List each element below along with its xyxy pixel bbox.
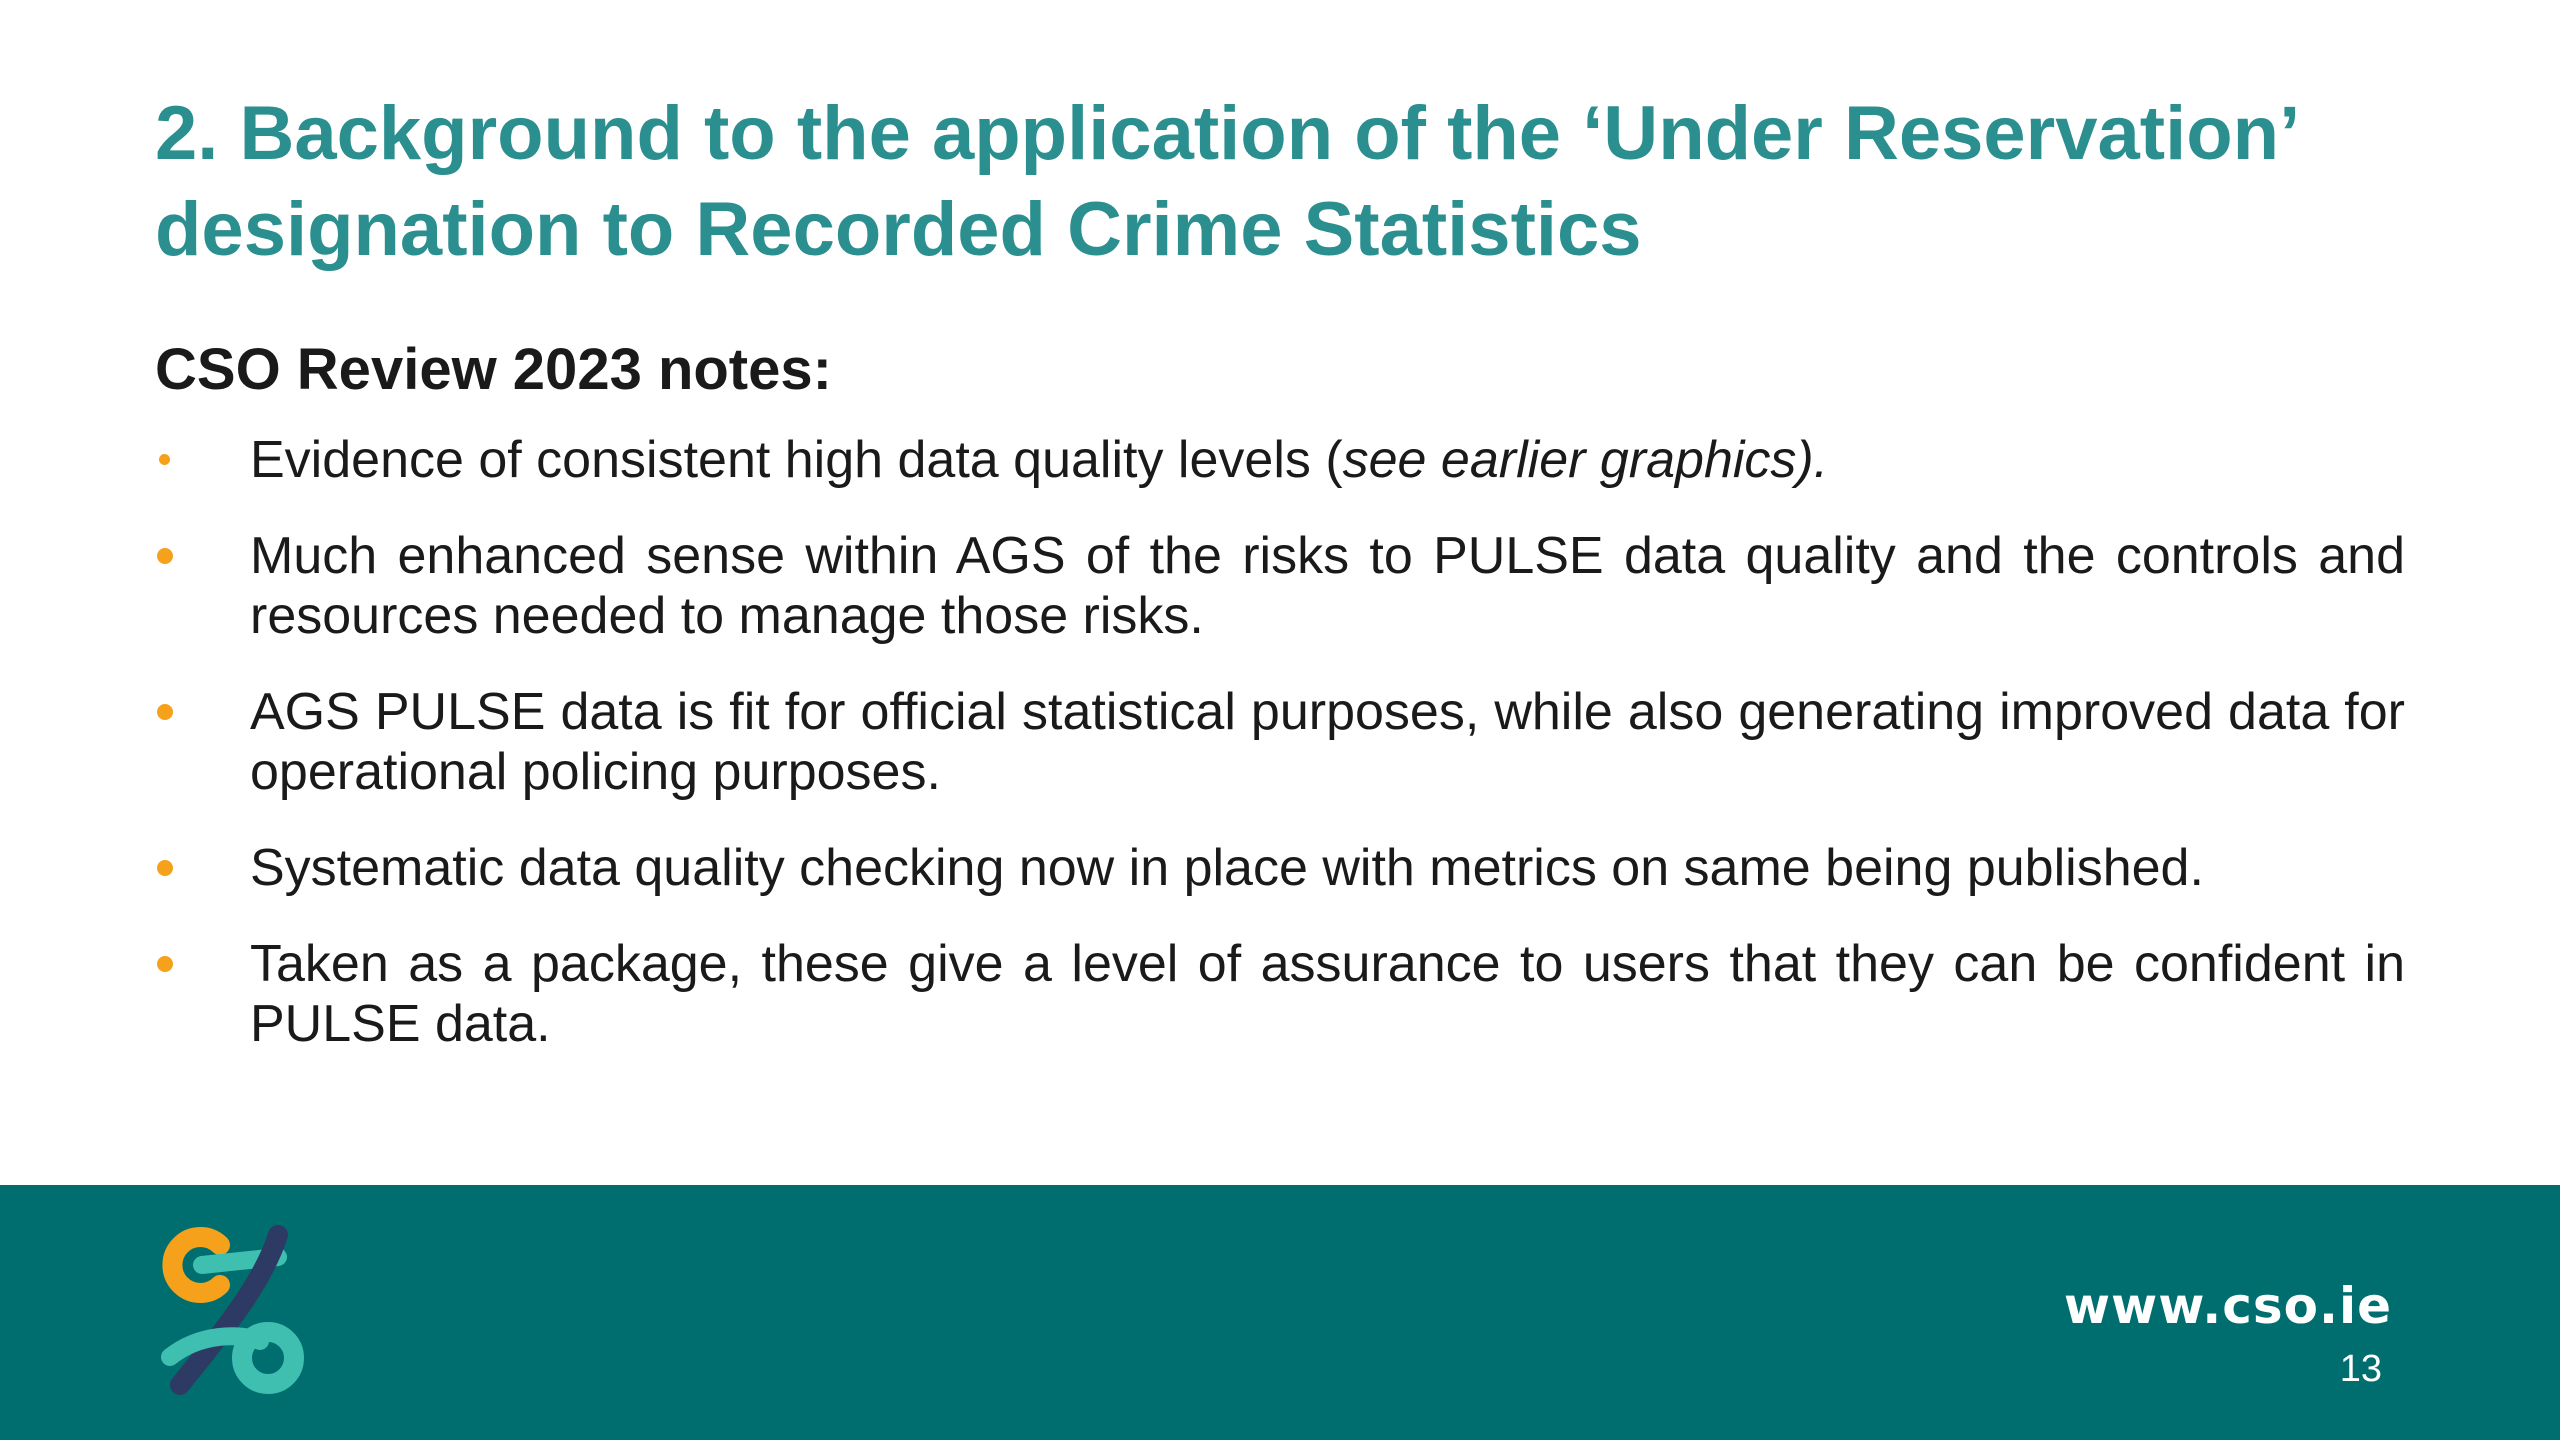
bullet-icon xyxy=(157,860,173,876)
bullet-item xyxy=(155,682,2405,802)
page-number: 13 xyxy=(2339,1348,2382,1390)
bullet-emphasis: see earlier graphics). xyxy=(1342,431,1829,489)
slide-title: 2. Background to the application of the ‘Under Reservation’ designation to Recorded Crime Statistics xyxy=(155,91,2296,272)
bullet-item xyxy=(155,934,2405,1054)
bullet-text: Evidence of consistent high data quality levels ( xyxy=(250,431,1343,489)
bullet-item xyxy=(155,838,2405,898)
bullet-item xyxy=(155,526,2405,646)
bullet-text: Systematic data quality checking now in place with metrics on same being published. xyxy=(250,839,2204,897)
cso-logo-icon xyxy=(150,1215,320,1405)
bullet-text: Taken as a package, these give a level of assurance to users that they can be confident in PULSE data. xyxy=(250,935,2405,1053)
bullet-icon xyxy=(159,454,170,465)
bullet-text: AGS PULSE data is fit for official statistical purposes, while also generating improved data for operational policing purposes. xyxy=(250,683,2405,801)
bullet-text: Much enhanced sense within AGS of the risks to PULSE data quality and the controls and resources needed to manage those risks. xyxy=(250,527,2405,645)
footer-url[interactable]: www.cso.ie xyxy=(2063,1277,2392,1335)
bullet-item xyxy=(155,430,2405,490)
slide-subtitle: CSO Review 2023 notes: xyxy=(155,337,832,402)
bullet-icon xyxy=(157,548,173,564)
bullet-list xyxy=(155,430,2405,1090)
bullet-icon xyxy=(157,704,173,720)
bullet-icon xyxy=(157,956,173,972)
